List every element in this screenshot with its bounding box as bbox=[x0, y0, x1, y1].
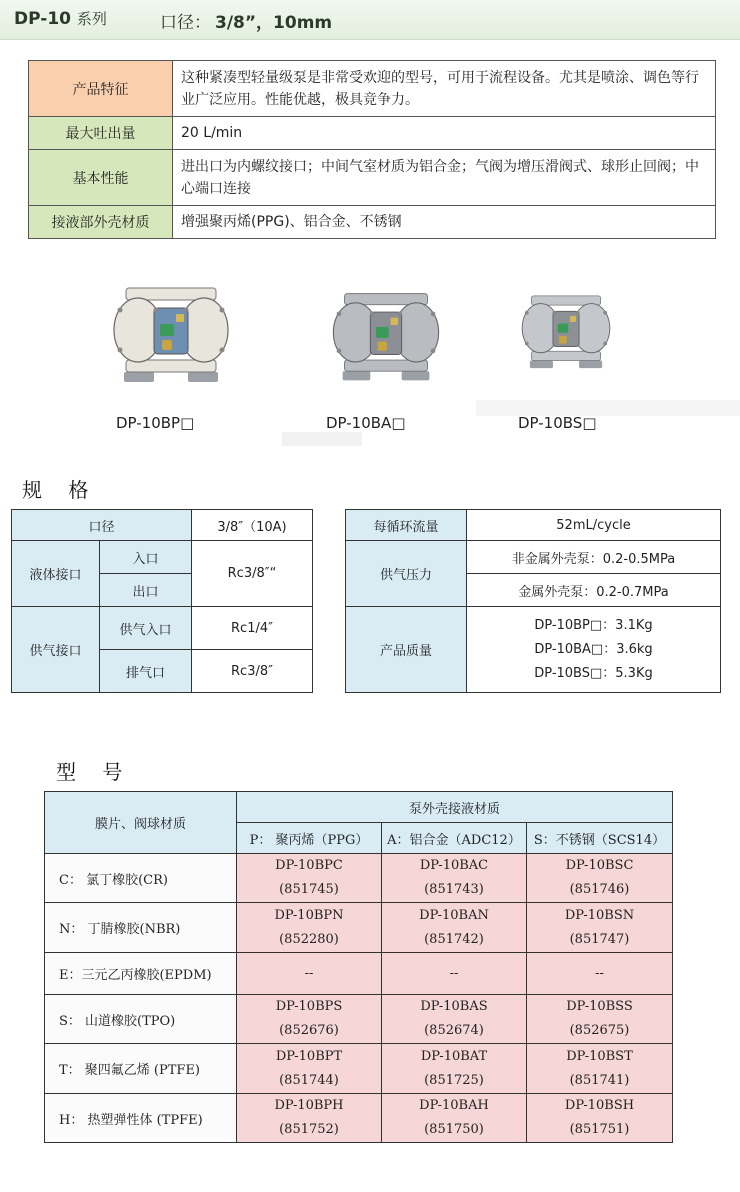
flow-label: 每循环流量 bbox=[346, 510, 467, 541]
model-code: DP-10BAN bbox=[419, 907, 489, 923]
model-cell bbox=[527, 903, 673, 953]
model-cell bbox=[527, 1044, 673, 1094]
model-code: DP-10BAH bbox=[419, 1098, 489, 1113]
model-code: DP-10BSC bbox=[565, 858, 634, 873]
model-code: -- bbox=[304, 965, 314, 981]
model-section-title: 型 号 bbox=[56, 760, 133, 784]
feature-label: 接液部外壳材质 bbox=[29, 206, 173, 239]
model-cell bbox=[527, 854, 673, 903]
table-row bbox=[45, 903, 673, 953]
row-label: N： 丁腈橡胶(NBR) bbox=[45, 903, 237, 953]
model-cell bbox=[237, 903, 382, 953]
pressure-label: 供气压力 bbox=[346, 541, 467, 607]
air-inlet-label: 供气入口 bbox=[100, 607, 192, 650]
model-title bbox=[14, 8, 107, 29]
product-photo-ba bbox=[326, 278, 446, 396]
model-part-number: (851746) bbox=[569, 882, 630, 897]
model-code: DP-10BSS bbox=[566, 999, 633, 1014]
group-header: 泵外壳接液材质 bbox=[237, 792, 673, 823]
mass-value: DP-10BA□：3.6kg bbox=[534, 641, 653, 657]
table-row bbox=[346, 607, 721, 693]
model-cell bbox=[382, 995, 527, 1044]
exhaust-label: 排气口 bbox=[100, 650, 192, 693]
table-row bbox=[45, 953, 673, 995]
feature-value: 这种紧凑型轻量级泵是非常受欢迎的型号，可用于流程设备。尤其是喷涂、调色等行业广泛应用。性能优越，极具竞争力。 bbox=[173, 61, 716, 117]
model-code: DP-10BPN bbox=[274, 907, 344, 923]
bore-label: 口径 bbox=[12, 510, 192, 541]
model-cell bbox=[382, 854, 527, 903]
column-header: S：不锈钢（SCS14） bbox=[527, 823, 673, 854]
model-part-number: (852280) bbox=[279, 931, 339, 947]
row-label: H： 热塑弹性体 (TPFE) bbox=[45, 1094, 237, 1143]
feature-label: 基本性能 bbox=[29, 150, 173, 206]
model-part-number: (851751) bbox=[569, 1122, 630, 1137]
mass-label: 产品质量 bbox=[346, 607, 467, 693]
model-code: DP-10BPC bbox=[275, 858, 343, 873]
model-code: -- bbox=[449, 965, 459, 981]
model-cell bbox=[527, 995, 673, 1044]
table-row bbox=[29, 150, 716, 206]
mass-values bbox=[467, 607, 721, 693]
model-code: DP-10BAS bbox=[420, 999, 488, 1014]
model-code: DP-10BPS bbox=[275, 999, 343, 1014]
model-code: DP-10BST bbox=[566, 1048, 633, 1064]
product-photo-bp bbox=[106, 280, 236, 390]
column-header: P： 聚丙烯（PPG） bbox=[237, 823, 382, 854]
model-code: DP-10BSN bbox=[564, 907, 635, 923]
pressure-metal-value: 金属外壳泵：0.2-0.7MPa bbox=[467, 574, 721, 607]
model-cell bbox=[237, 953, 382, 995]
row-label: E：三元乙丙橡胶(EPDM) bbox=[45, 953, 237, 995]
page-header bbox=[0, 0, 740, 40]
air-inlet-value: Rc1/4″ bbox=[192, 607, 313, 650]
row-label: T： 聚四氟乙烯 (PTFE) bbox=[45, 1044, 237, 1094]
product-caption-bs: DP-10BS□ bbox=[518, 414, 597, 432]
mass-value: DP-10BP□：3.1Kg bbox=[534, 617, 653, 633]
liquid-port-label: 液体接口 bbox=[12, 541, 100, 607]
model-code: DP-10BPH bbox=[274, 1098, 344, 1113]
model-part-number: (851725) bbox=[424, 1072, 484, 1088]
model-cell bbox=[527, 953, 673, 995]
model-cell bbox=[382, 903, 527, 953]
model-name: DP-10 bbox=[14, 9, 71, 29]
model-cell bbox=[527, 1094, 673, 1143]
table-row bbox=[12, 510, 313, 541]
table-row bbox=[29, 61, 716, 117]
feature-label: 产品特征 bbox=[29, 61, 173, 117]
model-part-number: (851747) bbox=[569, 931, 630, 947]
model-part-number: (851743) bbox=[424, 882, 484, 897]
spec-table-left bbox=[11, 509, 313, 693]
column-header: A：铝合金（ADC12） bbox=[382, 823, 527, 854]
air-port-label: 供气接口 bbox=[12, 607, 100, 693]
table-row bbox=[12, 541, 313, 574]
model-table bbox=[44, 791, 673, 1143]
bore-title bbox=[160, 8, 332, 33]
table-row bbox=[346, 541, 721, 574]
model-part-number: (851744) bbox=[279, 1072, 339, 1088]
model-code: DP-10BAC bbox=[419, 858, 489, 873]
photo-background bbox=[282, 432, 362, 446]
table-row bbox=[45, 1094, 673, 1143]
model-part-number: (852676) bbox=[279, 1023, 339, 1038]
row-label: C： 氯丁橡胶(CR) bbox=[45, 854, 237, 903]
bore-label: 口径： bbox=[160, 13, 211, 33]
table-row bbox=[45, 995, 673, 1044]
series-label: 系列 bbox=[76, 10, 107, 28]
row-label: S： 山道橡胶(TPO) bbox=[45, 995, 237, 1044]
flow-value: 52mL/cycle bbox=[467, 510, 721, 541]
spec-section-title: 规 格 bbox=[22, 478, 99, 502]
feature-value: 进出口为内螺纹接口；中间气室材质为铝合金；气阀为增压滑阀式、球形止回阀；中心端口连接 bbox=[173, 150, 716, 206]
photo-background bbox=[476, 400, 740, 416]
model-part-number: (851745) bbox=[279, 882, 339, 897]
outlet-label: 出口 bbox=[100, 574, 192, 607]
model-part-number: (852675) bbox=[569, 1023, 630, 1038]
model-part-number: (851750) bbox=[424, 1122, 484, 1137]
bore-value: 3/8″（10A) bbox=[192, 510, 313, 541]
product-photo-bs bbox=[516, 276, 616, 388]
product-caption-ba: DP-10BA□ bbox=[326, 414, 406, 432]
inlet-label: 入口 bbox=[100, 541, 192, 574]
model-cell bbox=[237, 1044, 382, 1094]
exhaust-value: Rc3/8″ bbox=[192, 650, 313, 693]
model-code: DP-10BSH bbox=[564, 1098, 635, 1113]
table-row bbox=[346, 510, 721, 541]
model-cell bbox=[237, 1094, 382, 1143]
feature-label: 最大吐出量 bbox=[29, 117, 173, 150]
spec-table-right bbox=[345, 509, 721, 693]
model-cell bbox=[382, 953, 527, 995]
model-part-number: (851742) bbox=[424, 931, 484, 947]
table-row bbox=[12, 607, 313, 650]
table-row bbox=[29, 117, 716, 150]
pressure-nonmetal-value: 非金属外壳泵：0.2-0.5MPa bbox=[467, 541, 721, 574]
row-header: 膜片、阀球材质 bbox=[45, 792, 237, 854]
model-cell bbox=[237, 995, 382, 1044]
feature-value: 增强聚丙烯(PPG)、铝合金、不锈钢 bbox=[173, 206, 716, 239]
liquid-port-value: Rc3/8″“ bbox=[192, 541, 313, 607]
model-cell bbox=[237, 854, 382, 903]
model-part-number: (852674) bbox=[424, 1023, 484, 1038]
table-row bbox=[45, 792, 673, 823]
product-caption-bp: DP-10BP□ bbox=[116, 414, 195, 432]
model-part-number: (851752) bbox=[279, 1122, 339, 1137]
model-cell bbox=[382, 1094, 527, 1143]
model-cell bbox=[382, 1044, 527, 1094]
mass-value: DP-10BS□：5.3Kg bbox=[534, 665, 653, 681]
feature-value: 20 L/min bbox=[173, 117, 716, 150]
bore-value: 3/8”，10mm bbox=[215, 13, 333, 33]
model-code: -- bbox=[595, 965, 604, 981]
model-code: DP-10BPT bbox=[275, 1048, 343, 1064]
table-row bbox=[45, 1044, 673, 1094]
table-row bbox=[45, 854, 673, 903]
model-code: DP-10BAT bbox=[420, 1048, 488, 1064]
features-table bbox=[28, 60, 716, 239]
model-part-number: (851741) bbox=[569, 1072, 630, 1088]
table-row bbox=[29, 206, 716, 239]
